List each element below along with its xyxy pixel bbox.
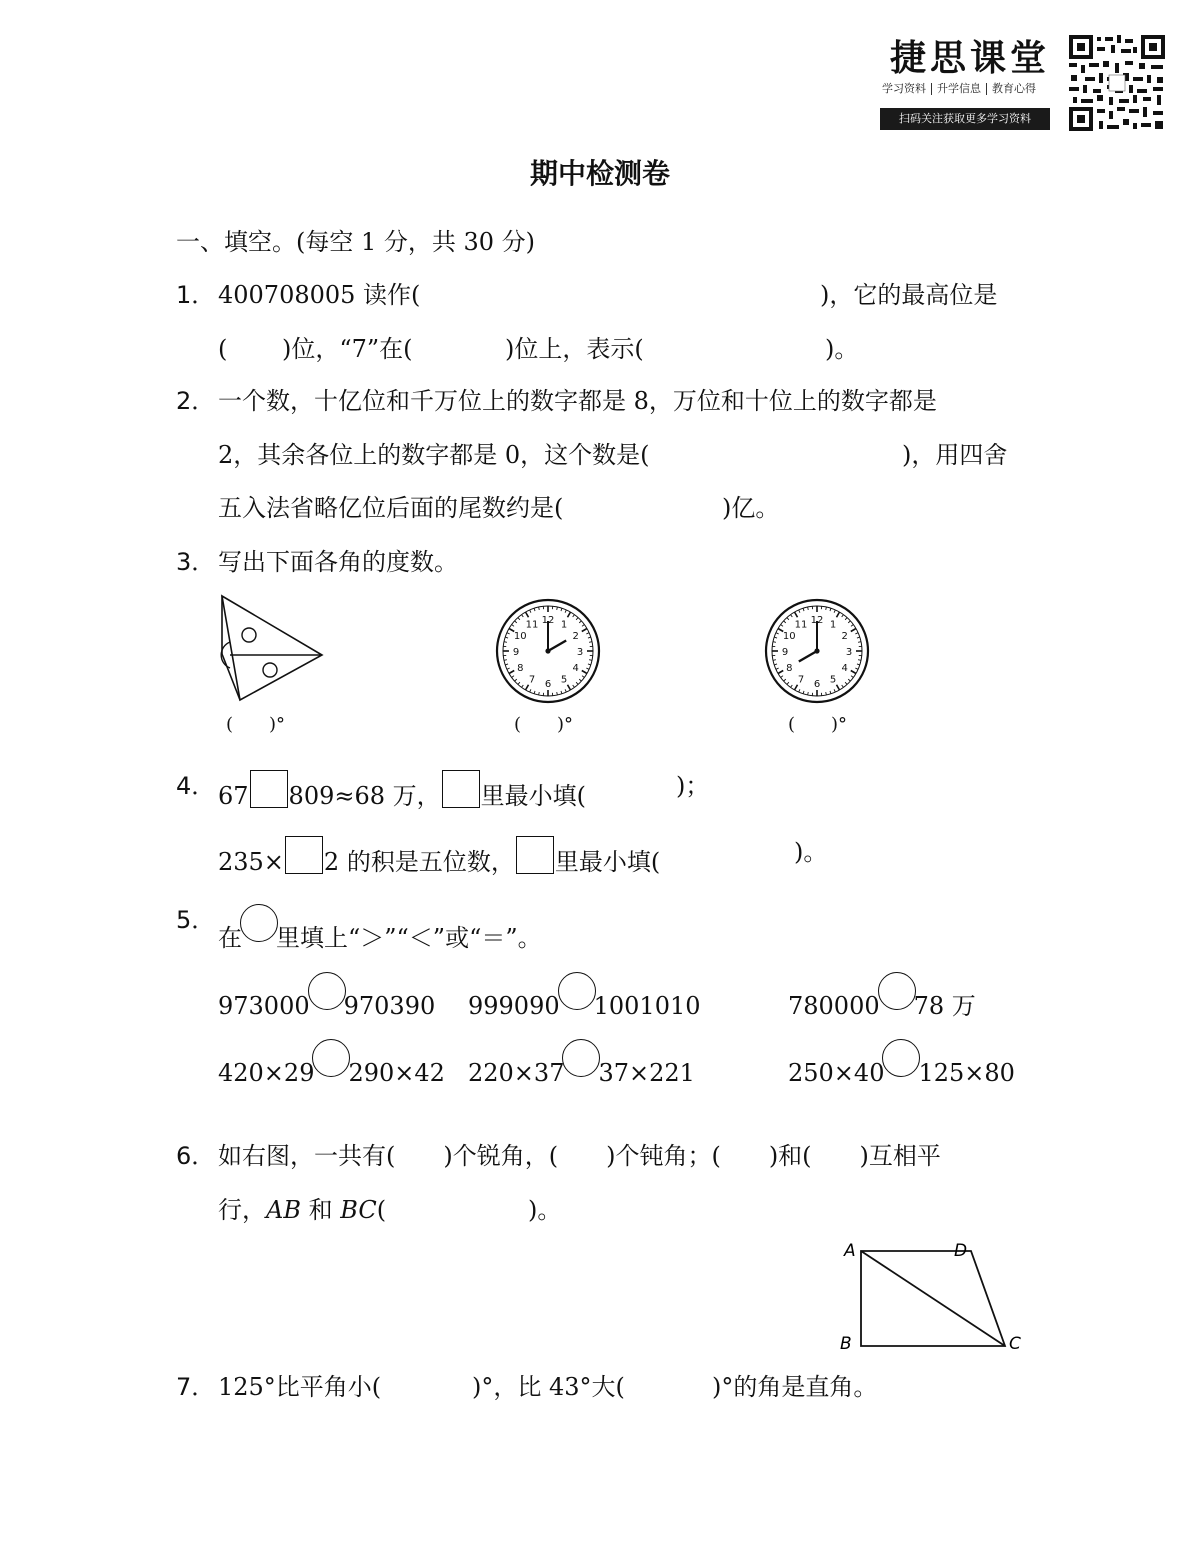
clock-tick bbox=[773, 660, 776, 661]
brand-title: 捷思课堂 bbox=[890, 37, 1051, 79]
compare-right: 290×42 bbox=[348, 1059, 445, 1087]
angle-answer-3: ( )° bbox=[788, 714, 848, 735]
angle-answer-2: ( )° bbox=[514, 714, 574, 735]
q4-text-f: 2 的积是五位数， bbox=[323, 848, 515, 876]
compare-left: 220×37 bbox=[468, 1059, 565, 1087]
clock-face-8-oclock bbox=[764, 598, 870, 704]
comparison-circle[interactable] bbox=[312, 1039, 350, 1077]
clock-tick bbox=[773, 642, 776, 643]
clock-tick bbox=[504, 660, 507, 661]
compare-right: 37×221 bbox=[598, 1059, 695, 1087]
clock-tick bbox=[557, 607, 558, 610]
clock-tick bbox=[826, 692, 827, 695]
clock-tick bbox=[808, 692, 809, 695]
q2-line-3a: 五入法省略亿位后面的尾数约是( bbox=[218, 494, 564, 522]
clock-tick bbox=[858, 642, 861, 643]
clock-tick bbox=[858, 660, 861, 661]
q7-text-b: )°，比 43°大( bbox=[472, 1373, 625, 1401]
q2-line-1: 一个数，十亿位和千万位上的数字都是 8，万位和十位上的数字都是 bbox=[218, 387, 937, 415]
compare-item bbox=[788, 1039, 1015, 1089]
clock-number: 6 bbox=[813, 679, 821, 690]
section-heading: 一、填空。(每空 1 分，共 30 分) bbox=[176, 228, 536, 256]
q4-line-1 bbox=[218, 770, 586, 812]
brand-tags bbox=[882, 80, 1036, 96]
clock-number: 2 bbox=[841, 631, 848, 642]
q4-text-a: 67 bbox=[218, 782, 249, 810]
q5-text-a: 在 bbox=[218, 924, 242, 952]
q6-text-a: 行， bbox=[218, 1196, 266, 1224]
vertex-label-c: C bbox=[1009, 1334, 1021, 1354]
clock-number: 8 bbox=[517, 663, 524, 674]
clock-number: 5 bbox=[560, 674, 568, 686]
clock-center bbox=[814, 648, 819, 653]
q1-text-c: ( bbox=[218, 335, 228, 363]
question-number: 2． bbox=[176, 387, 216, 415]
comparison-circle-symbol bbox=[240, 904, 278, 942]
question-number: 3． bbox=[176, 548, 216, 576]
compare-left: 973000 bbox=[218, 992, 310, 1020]
folded-paper-figure bbox=[214, 592, 326, 704]
trapezoid-figure bbox=[830, 1236, 1030, 1360]
qr-code-image[interactable] bbox=[1067, 33, 1167, 133]
q5-text-b: 里填上“＞”“＜”或“＝”。 bbox=[276, 924, 542, 952]
q6-line-1: 如右图，一共有( )个锐角，( )个钝角；( )和( )互相平 bbox=[218, 1142, 941, 1170]
q4-text-h: )。 bbox=[794, 838, 828, 866]
vertex-label-a: A bbox=[844, 1241, 856, 1261]
clock-number: 9 bbox=[781, 647, 789, 658]
q1-text-b: )，它的最高位是 bbox=[820, 281, 998, 309]
q5-text bbox=[218, 904, 542, 954]
clock-number: 4 bbox=[572, 663, 579, 674]
q4-text-d: )； bbox=[676, 772, 710, 800]
q2-line-2a: 2，其余各位上的数字都是 0，这个数是( bbox=[218, 441, 650, 469]
q4-text-e: 235× bbox=[218, 848, 284, 876]
question-number: 7． bbox=[176, 1373, 216, 1401]
q1-text-a: 400708005 读作( bbox=[218, 281, 421, 309]
q6-text-b: ( bbox=[376, 1196, 387, 1224]
q3-text: 写出下面各角的度数。 bbox=[218, 548, 458, 576]
clock-number: 5 bbox=[829, 674, 837, 686]
q6-text-c: )。 bbox=[528, 1196, 562, 1224]
q4-line-2 bbox=[218, 836, 660, 878]
clock-center bbox=[545, 648, 550, 653]
q4-text-g: 里最小填( bbox=[554, 848, 661, 876]
vertex-label-d: D bbox=[954, 1241, 968, 1261]
clock-number: 1 bbox=[829, 619, 837, 631]
clock-number: 11 bbox=[525, 619, 539, 631]
answer-box[interactable] bbox=[250, 770, 288, 808]
compare-item bbox=[468, 1039, 695, 1089]
question-number: 5． bbox=[176, 906, 216, 934]
comparison-circle[interactable] bbox=[878, 972, 916, 1010]
question-number: 1． bbox=[176, 281, 216, 309]
compare-right: 970390 bbox=[343, 992, 436, 1020]
q6-line-2 bbox=[218, 1194, 386, 1226]
compare-right: 78 万 bbox=[913, 992, 976, 1020]
compare-item bbox=[788, 972, 976, 1022]
angle-answer-1: ( )° bbox=[226, 714, 286, 735]
q1-text-f: )。 bbox=[825, 335, 859, 363]
answer-box[interactable] bbox=[285, 836, 323, 874]
clock-number: 12 bbox=[810, 615, 824, 626]
clock-tick bbox=[589, 642, 592, 643]
question-number: 4． bbox=[176, 772, 216, 800]
clock-tick bbox=[826, 607, 827, 610]
clock-number: 7 bbox=[528, 674, 536, 686]
compare-left: 420×29 bbox=[218, 1059, 315, 1087]
clock-number: 6 bbox=[544, 679, 552, 690]
compare-right: 1001010 bbox=[593, 992, 701, 1020]
q1-text-e: )位上，表示( bbox=[505, 335, 644, 363]
segment-bc: BC bbox=[340, 1196, 377, 1224]
brand-tag: 教育心得 bbox=[992, 82, 1036, 95]
clock-number: 10 bbox=[782, 631, 796, 642]
page-title: 期中检测卷 bbox=[529, 157, 670, 190]
clock-tick bbox=[557, 692, 558, 695]
q6-text-and: 和 bbox=[300, 1196, 341, 1224]
clock-tick bbox=[539, 692, 540, 695]
q2-line-3b: )亿。 bbox=[722, 494, 780, 522]
vertex-label-b: B bbox=[840, 1334, 852, 1354]
q2-line-2b: )，用四舍 bbox=[902, 441, 1008, 469]
clock-number: 7 bbox=[797, 674, 805, 686]
compare-item bbox=[218, 972, 435, 1022]
compare-left: 250×40 bbox=[788, 1059, 885, 1087]
clock-number: 2 bbox=[572, 631, 579, 642]
clock-number: 10 bbox=[513, 631, 527, 642]
clock-number: 9 bbox=[512, 647, 520, 658]
comparison-circle[interactable] bbox=[308, 972, 346, 1010]
compare-right: 125×80 bbox=[918, 1059, 1015, 1087]
clock-number: 11 bbox=[794, 619, 808, 631]
q1-text-d: )位，“7”在( bbox=[282, 335, 413, 363]
compare-item bbox=[218, 1039, 445, 1089]
clock-number: 4 bbox=[841, 663, 848, 674]
clock-number: 12 bbox=[541, 615, 555, 626]
compare-left: 999090 bbox=[468, 992, 560, 1020]
q4-text-c: 里最小填( bbox=[480, 782, 587, 810]
question-number: 6． bbox=[176, 1142, 216, 1170]
clock-tick bbox=[504, 642, 507, 643]
comparison-circle[interactable] bbox=[562, 1039, 600, 1077]
brand-tag: 学习资料 bbox=[882, 82, 926, 95]
clock-number: 8 bbox=[786, 663, 793, 674]
brand-banner: 扫码关注获取更多学习资料 bbox=[880, 108, 1050, 130]
answer-box-symbol bbox=[442, 770, 480, 808]
clock-number: 1 bbox=[560, 619, 568, 631]
comparison-circle[interactable] bbox=[882, 1039, 920, 1077]
clock-number: 3 bbox=[576, 647, 584, 658]
compare-item bbox=[468, 972, 701, 1022]
segment-ab: AB bbox=[266, 1196, 301, 1224]
q7-text-a: 125°比平角小( bbox=[218, 1373, 382, 1401]
q7-text-c: )°的角是直角。 bbox=[712, 1373, 878, 1401]
clock-tick bbox=[808, 607, 809, 610]
clock-tick bbox=[589, 660, 592, 661]
clock-face-2-oclock bbox=[495, 598, 601, 704]
answer-box-symbol bbox=[516, 836, 554, 874]
brand-tag: 升学信息 bbox=[937, 82, 981, 95]
comparison-circle[interactable] bbox=[558, 972, 596, 1010]
clock-tick bbox=[539, 607, 540, 610]
q4-text-b: 809≈68 万， bbox=[288, 782, 441, 810]
clock-number: 3 bbox=[845, 647, 853, 658]
compare-left: 780000 bbox=[788, 992, 880, 1020]
